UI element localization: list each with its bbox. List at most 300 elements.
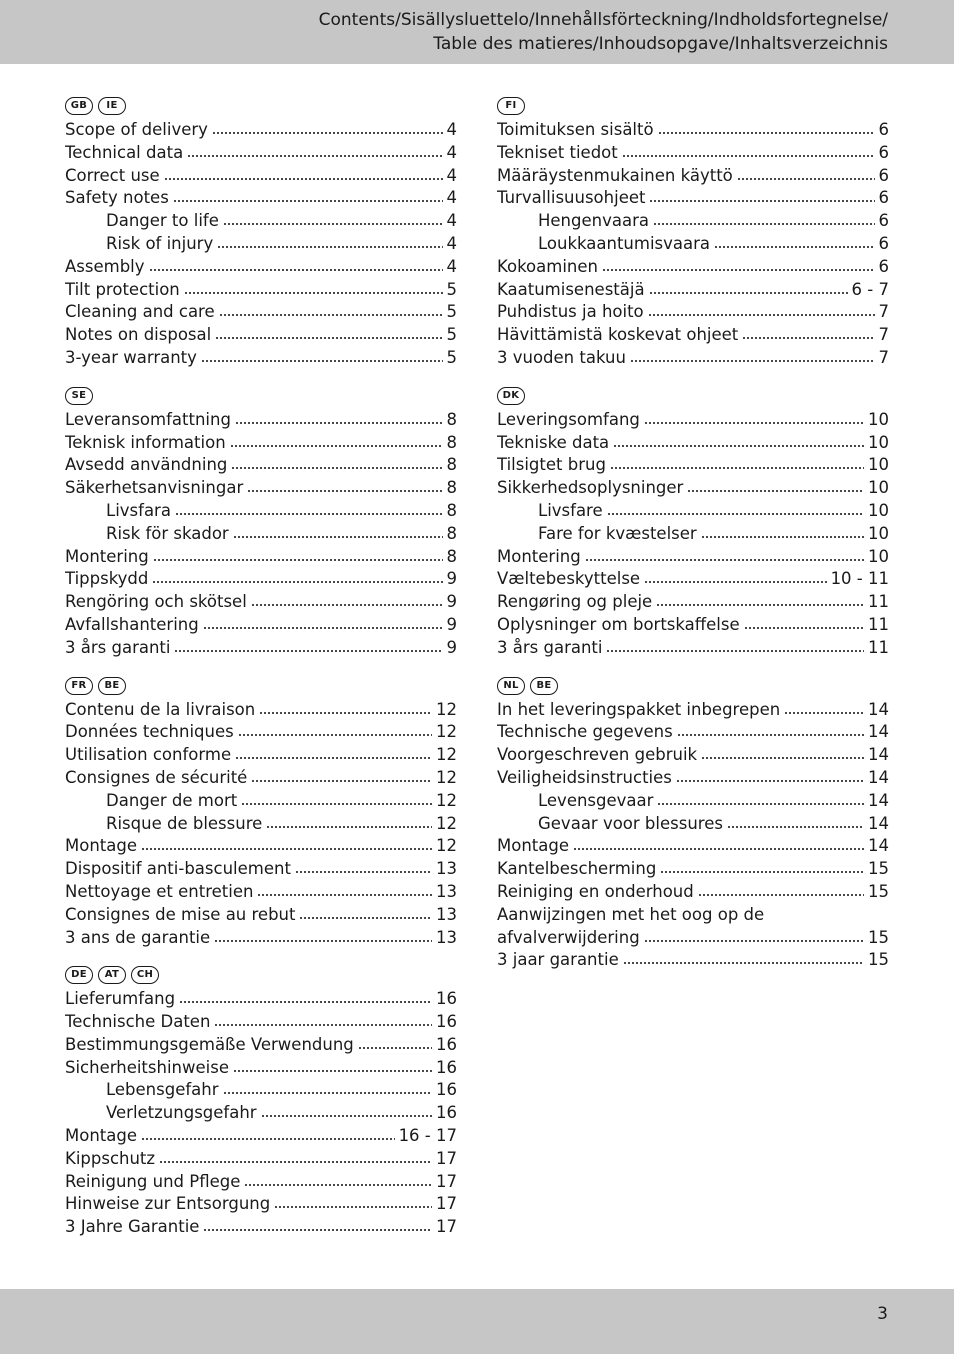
toc-entry-page: 12 — [436, 722, 457, 742]
toc-entry[interactable] — [65, 989, 457, 1012]
dot-leader — [613, 444, 864, 448]
toc-entry-page: 17 — [436, 1171, 457, 1191]
toc-entry[interactable] — [65, 120, 457, 143]
toc-entry[interactable] — [65, 280, 457, 303]
toc-entry-title: Nettoyage et entretien — [65, 881, 254, 901]
toc-entry[interactable] — [65, 592, 457, 615]
toc-entry[interactable] — [65, 722, 457, 745]
toc-section — [65, 963, 457, 1240]
toc-entry-title: Tekniske data — [497, 432, 610, 452]
dot-leader — [644, 939, 864, 943]
toc-entry-title: Kantelbescherming — [497, 859, 657, 879]
toc-entry-page: 9 — [446, 637, 457, 657]
toc-entry-title: Loukkaantumisvaara — [538, 233, 711, 253]
toc-subentry[interactable] — [65, 501, 457, 524]
dot-leader — [648, 313, 875, 317]
dot-leader — [266, 825, 432, 829]
country-code-badge: DK — [497, 387, 525, 405]
header-title-line-2: Table des matieres/Inhoudsopgave/Inhaltsverzeichnis — [433, 34, 888, 54]
toc-entry[interactable] — [65, 1126, 457, 1149]
dot-leader — [676, 779, 864, 783]
dot-leader — [261, 1114, 432, 1118]
toc-entry[interactable] — [497, 302, 889, 325]
toc-entry[interactable] — [497, 120, 889, 143]
toc-entry-page: 4 — [446, 188, 457, 208]
toc-section — [497, 384, 889, 661]
toc-subentry[interactable] — [65, 524, 457, 547]
toc-entry[interactable] — [497, 745, 889, 768]
dot-leader — [274, 1205, 432, 1209]
toc-entry-title: Fare for kvæstelser — [538, 523, 697, 543]
toc-entry[interactable] — [65, 143, 457, 166]
toc-entry-page: 15 — [868, 859, 889, 879]
country-badges — [497, 384, 889, 408]
toc-entry-title: Danger to life — [106, 211, 219, 231]
toc-entry[interactable] — [65, 410, 457, 433]
dot-leader — [714, 245, 874, 249]
dot-leader — [153, 558, 443, 562]
country-code-badge: NL — [497, 677, 525, 695]
toc-entry-title: Livsfara — [106, 500, 171, 520]
dot-leader — [649, 199, 874, 203]
toc-entry[interactable] — [497, 859, 889, 882]
toc-entry-page: 4 — [446, 233, 457, 253]
dot-leader — [251, 603, 443, 607]
toc-entry[interactable] — [65, 638, 457, 661]
toc-entry[interactable] — [497, 325, 889, 348]
toc-entry[interactable] — [497, 638, 889, 661]
toc-entry[interactable] — [497, 928, 889, 951]
toc-entry-title: 3 ans de garantie — [65, 927, 211, 947]
dot-leader — [649, 291, 848, 295]
toc-entry-page: 12 — [436, 745, 457, 765]
toc-entry-title: Voorgeschreven gebruik — [497, 745, 698, 765]
toc-entry-page: 8 — [446, 500, 457, 520]
toc-entry[interactable] — [65, 1217, 457, 1240]
country-code-badge: DE — [65, 966, 93, 984]
toc-entry-title: Lieferumfang — [65, 989, 176, 1009]
toc-entry-title: Lebensgefahr — [106, 1080, 219, 1100]
dot-leader — [175, 512, 443, 516]
toc-entry[interactable] — [65, 1194, 457, 1217]
toc-entry-page: 14 — [868, 722, 889, 742]
toc-entry-page: 6 — [878, 188, 889, 208]
toc-entry-page: 12 — [436, 699, 457, 719]
toc-entry-page: 10 — [868, 500, 889, 520]
toc-entry-title: Oplysninger om bortskaffelse — [497, 614, 740, 634]
toc-entry-title: Montage — [65, 836, 137, 856]
toc-subentry[interactable] — [65, 1103, 457, 1126]
dot-leader — [214, 1023, 432, 1027]
toc-subentry[interactable] — [65, 234, 457, 257]
dot-leader — [217, 245, 442, 249]
toc-entry-title: Verletzungsgefahr — [106, 1103, 257, 1123]
toc-entry-page: 10 — [868, 523, 889, 543]
toc-entry-page: 14 — [868, 767, 889, 787]
dot-leader — [223, 222, 443, 226]
dot-leader — [179, 1000, 432, 1004]
country-badges — [65, 384, 457, 408]
toc-entry-page: 11 — [868, 614, 889, 634]
toc-entry-title: Consignes de mise au rebut — [65, 904, 296, 924]
toc-entry[interactable] — [497, 905, 889, 928]
dot-leader — [630, 359, 875, 363]
dot-leader — [201, 359, 443, 363]
dot-leader — [219, 313, 443, 317]
toc-entry-title: Teknisk information — [65, 432, 226, 452]
toc-entry-title: Hinweise zur Entsorgung — [65, 1194, 271, 1214]
toc-entry-title: Tilt protection — [65, 279, 180, 299]
dot-leader — [212, 131, 443, 135]
dot-leader — [214, 939, 432, 943]
toc-entry-page: 6 — [878, 211, 889, 231]
toc-entry-page: 8 — [446, 409, 457, 429]
page-header — [0, 0, 954, 64]
toc-entry-page: 8 — [446, 455, 457, 475]
toc-entry[interactable] — [497, 478, 889, 501]
toc-entry-page: 11 — [868, 637, 889, 657]
toc-entry-page: 5 — [446, 325, 457, 345]
toc-entry-page: 9 — [446, 592, 457, 612]
toc-entry-page: 10 — [868, 478, 889, 498]
toc-entry[interactable] — [65, 928, 457, 951]
toc-entry-page: 9 — [446, 569, 457, 589]
toc-entry[interactable] — [497, 768, 889, 791]
toc-entry-page: 14 — [868, 699, 889, 719]
toc-entry[interactable] — [497, 700, 889, 723]
toc-entry-title: Risque de blessure — [106, 813, 263, 833]
toc-entry[interactable] — [497, 950, 889, 973]
toc-entry-title: Risk of injury — [106, 233, 214, 253]
toc-entry-title: Kokoaminen — [497, 256, 598, 276]
toc-entry-page: 16 — [436, 1057, 457, 1077]
dot-leader — [235, 421, 443, 425]
dot-leader — [238, 733, 432, 737]
toc-subentry[interactable] — [497, 524, 889, 547]
toc-entry-title: Rengöring och skötsel — [65, 592, 247, 612]
toc-entry-page: 4 — [446, 165, 457, 185]
toc-entry-title: Utilisation conforme — [65, 745, 232, 765]
country-code-badge: CH — [131, 966, 159, 984]
toc-entry-page: 9 — [446, 614, 457, 634]
toc-entry-page: 17 — [436, 1217, 457, 1237]
toc-entry-page: 10 — [868, 546, 889, 566]
toc-entry[interactable] — [65, 455, 457, 478]
dot-leader — [742, 336, 874, 340]
dot-leader — [203, 1228, 432, 1232]
toc-section — [65, 94, 457, 371]
dot-leader — [159, 1160, 432, 1164]
toc-entry-title: Safety notes — [65, 188, 169, 208]
toc-entry[interactable] — [65, 615, 457, 638]
toc-entry-title: Leveransomfattning — [65, 409, 231, 429]
page-number: 3 — [877, 1304, 888, 1324]
toc-entry-page: 13 — [436, 904, 457, 924]
toc-entry-title: Risk för skador — [106, 523, 229, 543]
country-code-badge: AT — [98, 966, 126, 984]
toc-entry[interactable] — [65, 768, 457, 791]
toc-entry-title: Tilsigtet brug — [497, 455, 606, 475]
dot-leader — [660, 870, 864, 874]
dot-leader — [233, 535, 443, 539]
toc-entry[interactable] — [65, 1035, 457, 1058]
toc-entry-page: 6 — [878, 165, 889, 185]
toc-entry[interactable] — [497, 615, 889, 638]
toc-entry[interactable] — [65, 302, 457, 325]
dot-leader — [656, 603, 864, 607]
toc-entry[interactable] — [65, 882, 457, 905]
dot-leader — [164, 177, 443, 181]
toc-entry-page: 12 — [436, 790, 457, 810]
country-badges — [65, 94, 457, 118]
toc-entry-title: Montering — [497, 546, 581, 566]
toc-entry-title: Montage — [65, 1126, 137, 1146]
toc-entry[interactable] — [65, 547, 457, 570]
toc-entry-page: 15 — [868, 950, 889, 970]
dot-leader — [573, 847, 864, 851]
page-footer — [0, 1289, 954, 1354]
toc-entry-page: 7 — [878, 302, 889, 322]
dot-leader — [644, 421, 864, 425]
toc-subentry[interactable] — [497, 211, 889, 234]
toc-entry-title: Avfallshantering — [65, 614, 199, 634]
toc-entry-title: Turvallisuusohjeet — [497, 188, 646, 208]
toc-entry[interactable] — [497, 410, 889, 433]
toc-entry-page: 8 — [446, 523, 457, 543]
toc-entry-page: 7 — [878, 325, 889, 345]
toc-entry[interactable] — [497, 882, 889, 905]
country-code-badge: BE — [98, 677, 126, 695]
toc-entry-page: 10 — [868, 409, 889, 429]
dot-leader — [653, 222, 875, 226]
toc-entry[interactable] — [65, 700, 457, 723]
toc-entry-title: Livsfare — [538, 500, 603, 520]
toc-subentry[interactable] — [497, 814, 889, 837]
toc-entry-page: 4 — [446, 142, 457, 162]
toc-entry-title: Données techniques — [65, 722, 234, 742]
toc-subentry[interactable] — [65, 211, 457, 234]
toc-subentry[interactable] — [497, 791, 889, 814]
toc-entry-title: Bestimmungsgemäße Verwendung — [65, 1034, 354, 1054]
dot-leader — [677, 733, 864, 737]
toc-entry-page: 6 - 7 — [851, 279, 889, 299]
toc-entry-page: 16 — [436, 1012, 457, 1032]
toc-entry-page: 4 — [446, 211, 457, 231]
dot-leader — [231, 466, 442, 470]
toc-entry-title: Veiligheidsinstructies — [497, 767, 672, 787]
toc-entry-page: 12 — [436, 836, 457, 856]
country-badges — [497, 94, 889, 118]
toc-entry[interactable] — [497, 722, 889, 745]
toc-entry-title: Säkerhetsanvisningar — [65, 478, 244, 498]
toc-entry-title: Dispositif anti-basculement — [65, 859, 291, 879]
toc-entry-page: 10 — [868, 455, 889, 475]
toc-entry-title: Technische Daten — [65, 1012, 211, 1032]
dot-leader — [141, 1137, 395, 1141]
toc-entry-title: Montering — [65, 546, 149, 566]
toc-entry[interactable] — [497, 455, 889, 478]
toc-subentry[interactable] — [65, 791, 457, 814]
dot-leader — [623, 961, 864, 965]
dot-leader — [203, 626, 443, 630]
toc-entry-page: 5 — [446, 302, 457, 322]
toc-entry-title: Puhdistus ja hoito — [497, 302, 644, 322]
toc-entry[interactable] — [65, 1012, 457, 1035]
dot-leader — [744, 626, 864, 630]
dot-leader — [701, 535, 864, 539]
header-title-line-1: Contents/Sisällysluettelo/Innehållsförteckning/Indholdsfortegnelse/ — [318, 10, 888, 30]
toc-entry-title: Tippskydd — [65, 569, 149, 589]
toc-subentry[interactable] — [497, 234, 889, 257]
dot-leader — [247, 489, 442, 493]
toc-entry[interactable] — [65, 478, 457, 501]
toc-entry-page: 17 — [436, 1194, 457, 1214]
toc-entry-page: 6 — [878, 256, 889, 276]
toc-entry[interactable] — [65, 569, 457, 592]
toc-entry-page: 14 — [868, 813, 889, 833]
toc-entry-page: 12 — [436, 767, 457, 787]
dot-leader — [149, 268, 443, 272]
toc-entry-page: 8 — [446, 546, 457, 566]
dot-leader — [658, 131, 875, 135]
toc-entry-title: Reinigung und Pflege — [65, 1171, 241, 1191]
toc-entry[interactable] — [65, 905, 457, 928]
toc-entry-page: 4 — [446, 120, 457, 139]
toc-entry-title: Avsedd användning — [65, 455, 228, 475]
dot-leader — [784, 711, 864, 715]
toc-entry-page: 16 — [436, 1103, 457, 1123]
toc-entry-page: 13 — [436, 859, 457, 879]
toc-entry-page: 14 — [868, 790, 889, 810]
toc-entry[interactable] — [497, 836, 889, 859]
toc-entry-title: Montage — [497, 836, 569, 856]
dot-leader — [657, 802, 864, 806]
toc-entry-title: Reiniging en onderhoud — [497, 881, 694, 901]
dot-leader — [187, 154, 442, 158]
toc-entry-page: 6 — [878, 233, 889, 253]
toc-entry-page: 16 — [436, 989, 457, 1009]
country-code-badge: BE — [530, 677, 558, 695]
toc-entry-title: 3 års garanti — [497, 637, 603, 657]
dot-leader — [602, 268, 875, 272]
dot-leader — [184, 291, 443, 295]
toc-entry-title: Scope of delivery — [65, 120, 208, 139]
dot-leader — [622, 154, 875, 158]
toc-entry-page: 17 — [436, 1148, 457, 1168]
dot-leader — [244, 1183, 432, 1187]
toc-entry-title: Rengøring og pleje — [497, 592, 653, 612]
toc-entry-page: 12 — [436, 813, 457, 833]
toc-section — [65, 674, 457, 951]
toc-entry-title: Notes on disposal — [65, 325, 212, 345]
toc-entry-page: 14 — [868, 745, 889, 765]
toc-entry-page: 11 — [868, 592, 889, 612]
toc-entry[interactable] — [497, 348, 889, 371]
toc-entry[interactable] — [65, 433, 457, 456]
toc-entry-page: 10 - 11 — [830, 569, 889, 589]
toc-entry[interactable] — [65, 348, 457, 371]
dot-leader — [299, 916, 432, 920]
toc-entry-page: 4 — [446, 256, 457, 276]
dot-leader — [644, 580, 826, 584]
toc-entry-title: Assembly — [65, 256, 145, 276]
dot-leader — [585, 558, 864, 562]
toc-entry[interactable] — [65, 859, 457, 882]
dot-leader — [233, 1069, 432, 1073]
toc-entry[interactable] — [65, 836, 457, 859]
toc-subentry[interactable] — [65, 814, 457, 837]
toc-entry-page: 6 — [878, 142, 889, 162]
dot-leader — [698, 893, 864, 897]
toc-entry-title: Kaatumisenestäjä — [497, 279, 645, 299]
toc-entry-title: Levensgevaar — [538, 790, 654, 810]
toc-column-left — [65, 94, 457, 1253]
toc-entry-page: 16 — [436, 1080, 457, 1100]
toc-entry-title: Sikkerhedsoplysninger — [497, 478, 684, 498]
toc-entry-title: afvalverwijdering — [497, 927, 640, 947]
toc-entry[interactable] — [65, 745, 457, 768]
country-badges — [497, 674, 889, 698]
toc-entry-title: 3 jaar garantie — [497, 950, 619, 970]
toc-entry-title: Cleaning and care — [65, 302, 215, 322]
toc-entry[interactable] — [65, 325, 457, 348]
toc-entry[interactable] — [497, 188, 889, 211]
dot-leader — [727, 825, 864, 829]
toc-section — [497, 674, 889, 974]
toc-subentry[interactable] — [65, 1080, 457, 1103]
toc-entry[interactable] — [65, 166, 457, 189]
toc-entry-title: Kippschutz — [65, 1148, 156, 1168]
toc-entry[interactable] — [65, 1149, 457, 1172]
country-code-badge: SE — [65, 387, 93, 405]
dot-leader — [701, 756, 864, 760]
toc-entry-title: Technical data — [65, 142, 184, 162]
toc-entry-title: Hävittämistä koskevat ohjeet — [497, 325, 739, 345]
toc-entry-page: 5 — [446, 347, 457, 367]
toc-entry-title: Määräystenmukainen käyttö — [497, 165, 733, 185]
toc-entry[interactable] — [65, 1172, 457, 1195]
toc-entry-title: Danger de mort — [106, 790, 238, 810]
toc-entry[interactable] — [497, 592, 889, 615]
toc-entry[interactable] — [65, 257, 457, 280]
toc-entry[interactable] — [497, 569, 889, 592]
toc-entry[interactable] — [65, 188, 457, 211]
toc-entry[interactable] — [497, 433, 889, 456]
toc-entry[interactable] — [497, 547, 889, 570]
toc-entry-title: Tekniset tiedot — [497, 142, 618, 162]
dot-leader — [173, 199, 443, 203]
toc-entry[interactable] — [497, 143, 889, 166]
dot-leader — [215, 336, 442, 340]
toc-entry[interactable] — [497, 280, 889, 303]
toc-entry[interactable] — [65, 1058, 457, 1081]
toc-entry-page: 15 — [868, 881, 889, 901]
dot-leader — [241, 802, 432, 806]
toc-entry-title: Toimituksen sisältö — [497, 120, 654, 139]
toc-entry[interactable] — [497, 166, 889, 189]
toc-entry-title: Hengenvaara — [538, 211, 649, 231]
toc-entry[interactable] — [497, 257, 889, 280]
dot-leader — [141, 847, 432, 851]
dot-leader — [295, 870, 432, 874]
dot-leader — [251, 779, 432, 783]
country-badges — [65, 963, 457, 987]
toc-subentry[interactable] — [497, 501, 889, 524]
toc-entry-page: 14 — [868, 836, 889, 856]
dot-leader — [687, 489, 864, 493]
dot-leader — [606, 649, 864, 653]
country-code-badge: FR — [65, 677, 93, 695]
